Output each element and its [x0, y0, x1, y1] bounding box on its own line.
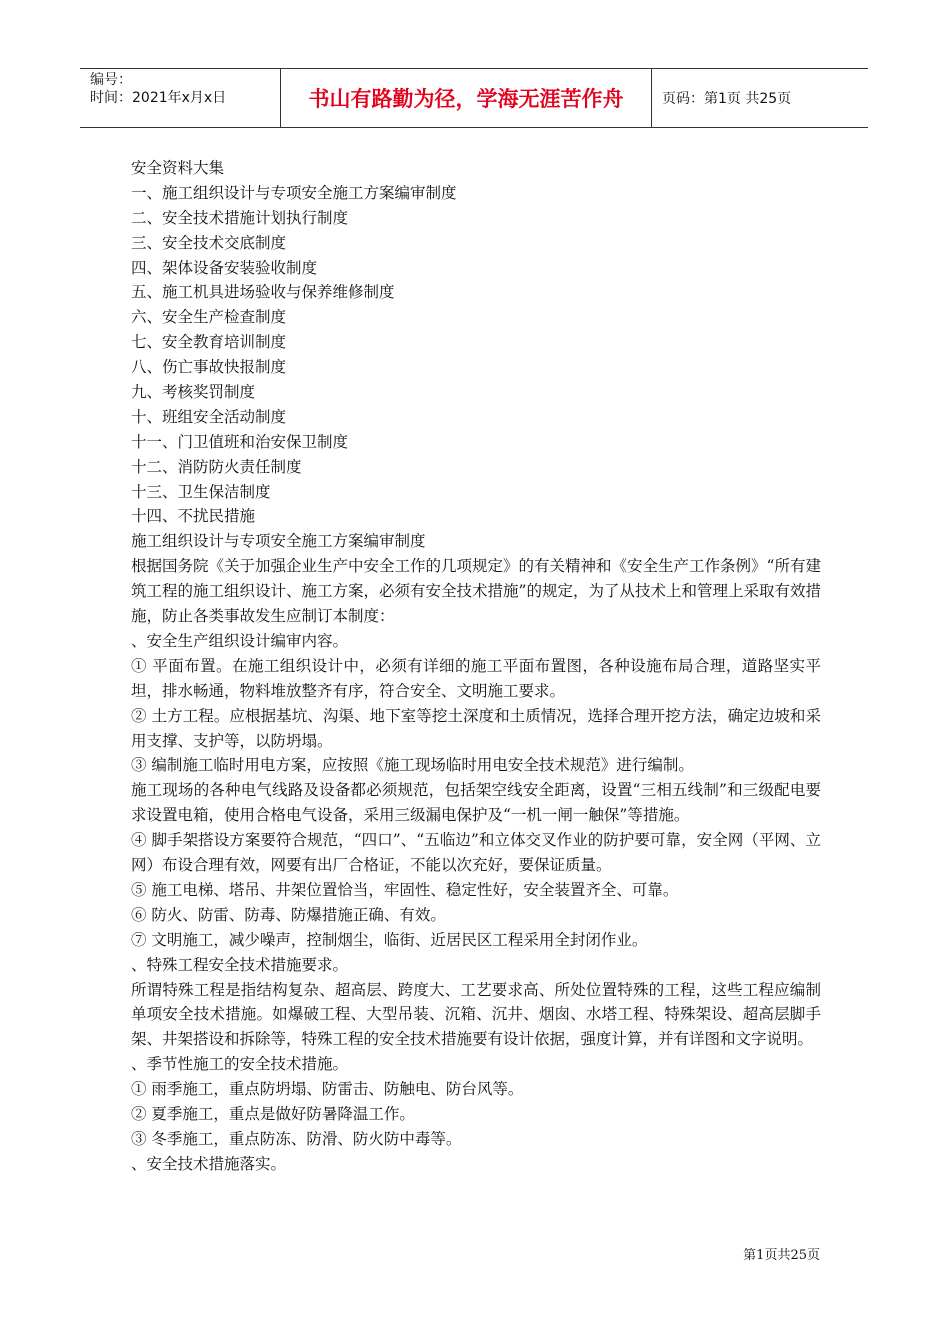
toc-item: 五、施工机具进场验收与保养维修制度: [131, 283, 395, 302]
toc-item: 十三、卫生保洁制度: [131, 482, 271, 501]
page-footer: 第1页共25页: [743, 1248, 820, 1263]
paragraph: 所谓特殊工程是指结构复杂、超高层、跨度大、工艺要求高、所处位置特殊的工程，这些工程应编制单项安全技术措施。如爆破工程、大型吊装、沉箱、沉井、烟囱、水塔工程、特殊架设、超高层脚手架、井架搭设和拆除等，特殊工程的安全技术措施要有设计依据，强度计算，并有详图和文字说明。: [131, 980, 821, 1049]
paragraph: ① 平面布置。在施工组织设计中，必须有详细的施工平面布置图，各种设施布局合理，道路坚实平坦，排水畅通，物料堆放整齐有序，符合安全、文明施工要求。: [131, 656, 821, 700]
subsection-heading: 、特殊工程安全技术措施要求。: [131, 955, 349, 974]
subsection-heading: 、安全生产组织设计编审内容。: [131, 631, 349, 650]
toc-item: 三、安全技术交底制度: [131, 233, 287, 252]
section-intro: 根据国务院《关于加强企业生产中安全工作的几项规定》的有关精神和《安全生产工作条例》“所有建筑工程的施工组织设计、施工方案，必须有安全技术措施”的规定，为了从技术上和管理上采取有效措施，防止各类事故发生应制订本制度：: [131, 557, 821, 626]
paragraph: ② 土方工程。应根据基坑、沟渠、地下室等挖土深度和土质情况，选择合理开挖方法，确定边坡和采用支撑、支护等，以防坍塌。: [131, 706, 821, 750]
paragraph: ③ 冬季施工，重点防冻、防滑、防火防中毒等。: [131, 1129, 462, 1148]
toc-title: 安全资料大集: [131, 159, 225, 177]
toc-item: 七、安全教育培训制度: [131, 333, 287, 352]
toc-item: 十四、不扰民措施: [131, 507, 256, 526]
subsection-heading: 、季节性施工的安全技术措施。: [131, 1055, 349, 1074]
number-label: 编号：: [90, 72, 132, 88]
toc-item: 八、伤亡事故快报制度: [131, 358, 287, 377]
toc-item: 二、安全技术措施计划执行制度: [131, 208, 349, 227]
toc-item: 十、班组安全活动制度: [131, 407, 287, 426]
toc-item: 九、考核奖罚制度: [131, 383, 256, 402]
toc-item: 十二、消防防火责任制度: [131, 457, 302, 476]
header-left-cell: [80, 69, 280, 127]
paragraph: ③ 编制施工临时用电方案，应按照《施工现场临时用电安全技术规范》进行编制。: [131, 756, 694, 775]
section-title: 施工组织设计与专项安全施工方案编审制度: [131, 532, 426, 551]
toc-item: 六、安全生产检查制度: [131, 308, 287, 327]
document-body: [131, 156, 821, 1177]
paragraph: ⑦ 文明施工，减少噪声，控制烟尘，临街、近居民区工程采用全封闭作业。: [131, 930, 648, 949]
toc-item: 一、施工组织设计与专项安全施工方案编审制度: [131, 183, 457, 202]
paragraph: ① 雨季施工，重点防坍塌、防雷击、防触电、防台风等。: [131, 1080, 524, 1099]
header-table: [80, 68, 868, 128]
paragraph: ④ 脚手架搭设方案要符合规范，“四口”、“五临边”和立体交叉作业的防护要可靠，安全网（平网、立网）布设合理有效，网要有出厂合格证，不能以次充好，要保证质量。: [131, 831, 821, 875]
toc-item: 四、架体设备安装验收制度: [131, 258, 318, 277]
paragraph: ⑤ 施工电梯、塔吊、井架位置恰当，牢固性、稳定性好，安全装置齐全、可靠。: [131, 881, 679, 899]
subsection-heading: 、安全技术措施落实。: [131, 1154, 287, 1173]
toc-item: 十一、门卫值班和治安保卫制度: [131, 432, 349, 451]
time-label: 时间：2021年x月x日: [90, 90, 227, 106]
page-info: 页码：第1页 共25页: [662, 91, 792, 107]
paragraph: ② 夏季施工，重点是做好防暑降温工作。: [131, 1105, 415, 1124]
paragraph: 施工现场的各种电气线路及设备都必须规范，包括架空线安全距离，设置“三相五线制”和三级配电要求设置电箱，使用合格电气设备，采用三级漏电保护及“一机一闸一触保”等措施。: [131, 781, 821, 825]
motto: 书山有路勤为径，学海无涯苦作舟: [280, 69, 652, 127]
paragraph: ⑥ 防火、防雷、防毒、防爆措施正确、有效。: [131, 905, 446, 924]
